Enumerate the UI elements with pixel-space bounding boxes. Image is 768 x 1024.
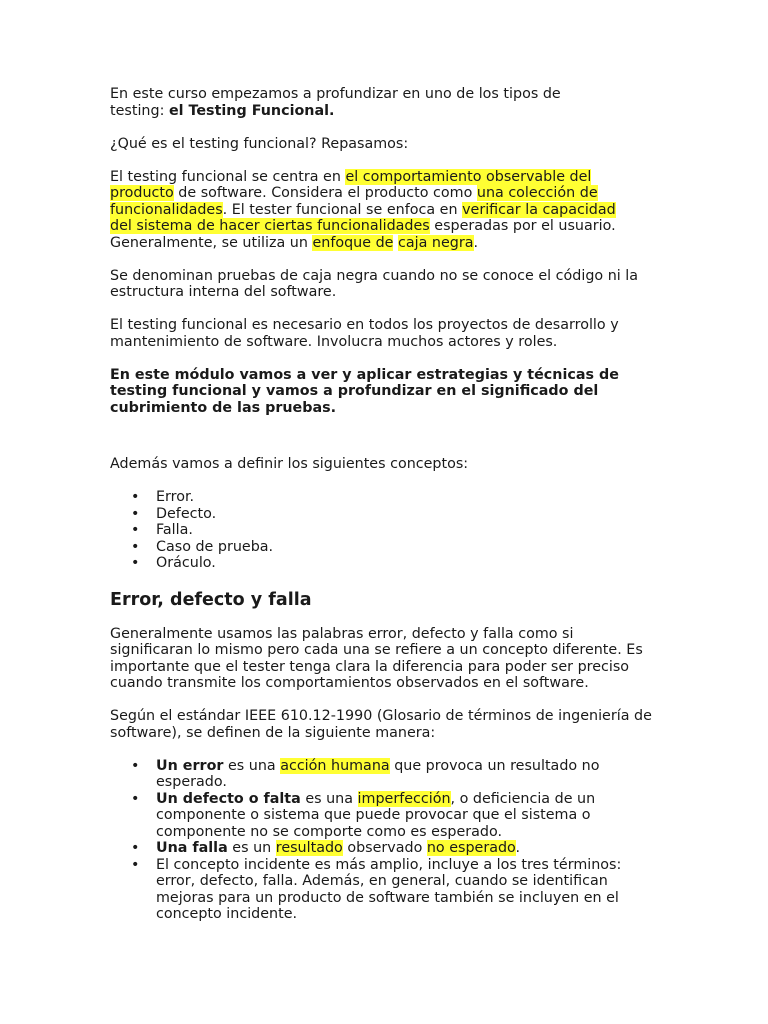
question-paragraph: ¿Qué es el testing funcional? Repasamos: xyxy=(110,135,409,152)
standard-paragraph: Según el estándar IEEE 610.12-1990 (Glosario de términos de ingeniería de software), se definen de la siguiente manera: xyxy=(110,708,652,741)
term-error-bold: Un error xyxy=(156,757,224,774)
term-failure xyxy=(156,840,636,857)
term-failure-text-2: observado xyxy=(342,840,427,856)
black-box-paragraph: Se denominan pruebas de caja negra cuando no se conoce el código ni la estructura interna del software. xyxy=(110,267,639,300)
term-failure-text-3: . xyxy=(515,840,521,856)
term-defect-text-2: , o deficiencia de un componente o sistema que puede provocar que el sistema o componente no se comporte como es esperado. xyxy=(156,790,596,840)
term-failure-bold: Una falla xyxy=(156,840,228,856)
definition-paragraph xyxy=(110,169,640,252)
highlight-verify-capability: verificar la capacidad del sistema de hacer ciertas funcionalidades xyxy=(110,201,616,234)
term-incident: • El concepto incidente es más amplio, incluye a los tres términos: error, defecto, falla. Además, en general, cuando se identifican mejoras para un producto de software también se incluyen en el concepto incidente. xyxy=(156,857,636,923)
section-heading: Error, defecto y falla xyxy=(110,589,312,610)
definition-text-2: de software. Considera el producto como xyxy=(173,185,477,201)
highlight-functionality-collection: una colección de funcionalidades xyxy=(110,185,598,218)
concepts-list xyxy=(110,489,670,572)
module-bold-text: En este módulo vamos a ver y aplicar estrategias y técnicas de testing funcional y vamos a profundizar en el significado del cubrimiento de las pruebas. xyxy=(110,366,619,416)
term-defect-text-1: es una xyxy=(300,790,358,807)
list-item: • Oráculo. xyxy=(156,555,670,572)
highlight-human-action: acción humana xyxy=(280,757,390,774)
usage-paragraph: Generalmente usamos las palabras error, defecto y falla como si significaran lo mismo pero cada una se refiere a un concepto diferente. Es importante que el tester tenga clara la diferencia para poder ser preciso cuando transmite los comportamientos observados en el software. xyxy=(110,625,643,691)
highlight-unexpected: no esperado xyxy=(426,840,516,856)
definition-text-3: . El tester funcional se enfoca en xyxy=(222,201,463,218)
list-item: • Defecto. xyxy=(156,506,670,523)
list-item: • Caso de prueba. xyxy=(156,539,670,556)
terms-list xyxy=(110,758,636,923)
highlight-result: resultado xyxy=(275,840,343,856)
definition-text-4: esperadas por el usuario. Generalmente, se utiliza un xyxy=(110,218,616,251)
document-page xyxy=(110,86,670,939)
necessity-paragraph: El testing funcional es necesario en todos los proyectos de desarrollo y mantenimiento de software. Involucra muchos actores y roles. xyxy=(110,317,619,350)
definition-text-5: . xyxy=(473,234,479,251)
list-item: • Error. xyxy=(156,489,670,506)
highlight-black-box: caja negra xyxy=(398,234,474,251)
intro-bold: el Testing Funcional. xyxy=(168,102,335,119)
term-error-text-2: que provoca un resultado no esperado. xyxy=(156,757,600,790)
intro-paragraph xyxy=(110,86,580,119)
intro-text: En este curso empezamos a profundizar en uno de los tipos de testing: xyxy=(110,86,561,119)
highlight-approach: enfoque de xyxy=(312,234,394,251)
term-error-text-1: es una xyxy=(223,757,281,774)
term-failure-text-1: es un xyxy=(227,840,276,856)
highlight-observable-behavior: el comportamiento observable del producto xyxy=(110,168,592,201)
list-item: • Falla. xyxy=(156,522,670,539)
concepts-intro: Además vamos a definir los siguientes conceptos: xyxy=(110,456,469,472)
highlight-imperfection: imperfección xyxy=(357,790,451,807)
term-error xyxy=(156,758,636,791)
module-paragraph xyxy=(110,367,670,417)
term-defect-bold: Un defecto o falta xyxy=(156,790,301,807)
definition-text-1: El testing funcional se centra en xyxy=(110,168,346,185)
term-defect xyxy=(156,791,636,841)
